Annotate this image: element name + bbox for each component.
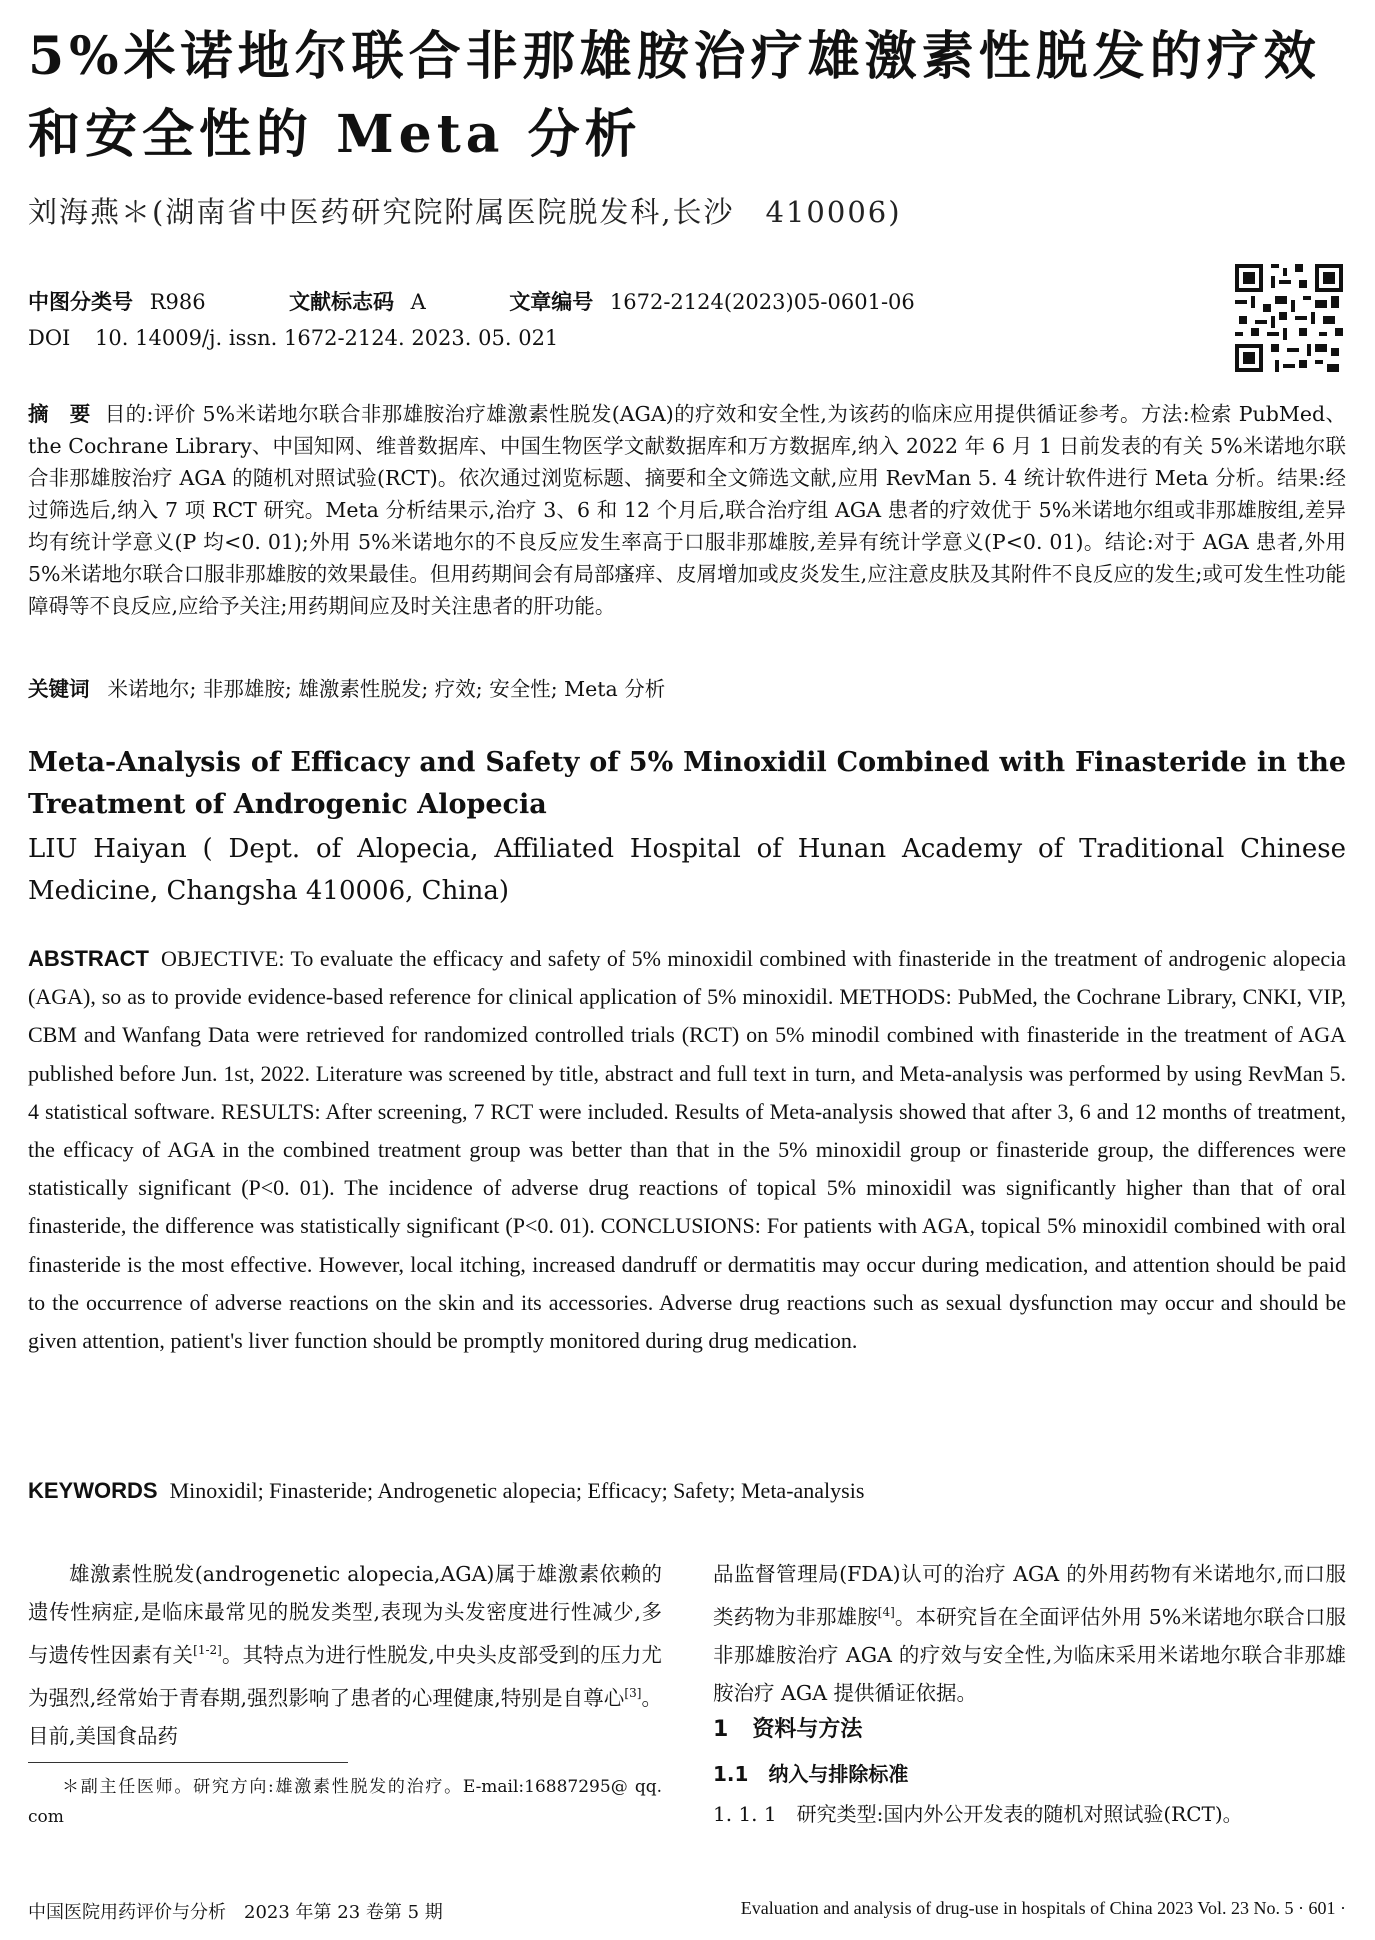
doi-line — [28, 326, 558, 350]
clc-label: 中图分类号 — [28, 290, 133, 314]
section-1-1-1-number: 1. 1. 1 — [713, 1802, 777, 1826]
keywords-en-label: KEYWORDS — [28, 1478, 158, 1503]
doi-label: DOI — [28, 326, 71, 350]
section-1-1-title: 纳入与排除标准 — [768, 1762, 909, 1786]
doi-value: 10. 14009/j. issn. 1672-2124. 2023. 05. 021 — [95, 326, 559, 350]
author-affiliation-en: LIU Haiyan ( Dept. of Alopecia, Affiliated Hospital of Hunan Academy of Traditional Chinese Medicine, Changsha 410006, China) — [28, 834, 1346, 906]
citation-3[interactable]: [3] — [624, 1685, 642, 1700]
clc-value: R986 — [149, 290, 206, 314]
section-1-1-number: 1.1 — [713, 1762, 749, 1786]
body-left-column — [28, 1555, 662, 1755]
body-left-text-a: 雄激素性脱发(androgenetic alopecia,AGA)属于雄激素依赖的遗传性病症,是临床最常见的脱发类型,表现为头发密度进行性减少,多与遗传性因素有关 — [28, 1562, 662, 1667]
citation-1-2[interactable]: [1-2] — [193, 1643, 222, 1657]
abstract-cn — [28, 398, 1346, 622]
journal-footer-en: Evaluation and analysis of drug-use in hospitals of China 2023 Vol. 23 No. 5 · 601 · — [740, 1898, 1346, 1918]
author-footnote: ＊副主任医师。研究方向:雄激素性脱发的治疗。E-mail:16887295@ qq. com — [28, 1777, 662, 1827]
abstract-cn-text: 目的:评价 5%米诺地尔联合非那雄胺治疗雄激素性脱发(AGA)的疗效和安全性,为该药的临床应用提供循证参考。方法:检索 PubMed、the Cochrane Library、中国知网、维普数据库、中国生物医学文献数据库和万方数据库,纳入 2022 年 6 月 1 日前发表的有关 5%米诺地尔联合非那雄胺治疗 AGA 的随机对照试验(RCT)。依次通过浏览标题、摘要和全文筛选文献,应用 RevMan 5. 4 统计软件进行 Meta 分析。结果:经过筛选后,纳入 7 项 RCT 研究。Meta 分析结果示,治疗 3、6 和 12 个月后,联合治疗组 AGA 患者的疗效优于 5%米诺地尔组或非那雄胺组,差异均有统计学意义(P 均<0. 01);外用 5%米诺地尔的不良反应发生率高于口服非那雄胺,差异有统计学意义(P<0. 01)。结论:对于 AGA 患者,外用 5%米诺地尔联合口服非那雄胺的效果最佳。但用药期间会有局部瘙痒、皮屑增加或皮炎发生,应注意皮肤及其附件不良反应的发生;或可发生性功能障碍等不良反应,应给予关注;用药期间应及时关注患者的肝功能。 — [28, 402, 1347, 618]
abstract-en-label: ABSTRACT — [28, 946, 149, 971]
article-title-en: Meta-Analysis of Efficacy and Safety of 5% Minoxidil Combined with Finasteride in the Treatment of Androgenic Alopecia — [28, 747, 1346, 820]
doc-code-value: A — [410, 290, 426, 314]
body-right-column — [713, 1555, 1346, 1712]
citation-4[interactable]: [4] — [877, 1605, 895, 1619]
article-title: 5%米诺地尔联合非那雄胺治疗雄激素性脱发的疗效和安全性的 Meta 分析 — [28, 26, 1321, 165]
author-affiliation: 刘海燕＊(湖南省中医药研究院附属医院脱发科,长沙 410006) — [28, 195, 902, 229]
keywords-en — [28, 1478, 864, 1504]
article-no-label: 文章编号 — [509, 290, 594, 314]
keywords-cn-text: 米诺地尔; 非那雄胺; 雄激素性脱发; 疗效; 安全性; Meta 分析 — [107, 677, 666, 701]
section-heading-1-1-1 — [713, 1798, 1243, 1827]
body-right-text-b: 。本研究旨在全面评估外用 5%米诺地尔联合口服非那雄胺治疗 AGA 的疗效与安全性,为临床采用米诺地尔联合非那雄胺治疗 AGA 提供循证依据。 — [713, 1604, 1346, 1705]
keywords-en-text: Minoxidil; Finasteride; Androgenetic alopecia; Efficacy; Safety; Meta-analysis — [169, 1478, 865, 1503]
article-no-value: 1672-2124(2023)05-0601-06 — [609, 290, 915, 314]
section-1-1-1-text: 研究类型:国内外公开发表的随机对照试验(RCT)。 — [796, 1802, 1243, 1826]
body-right-text-a: 品监督管理局(FDA)认可的治疗 AGA 的外用药物有米诺地尔,而口服类药物为非那雄胺 — [713, 1562, 1346, 1629]
qr-code-icon — [1235, 264, 1343, 372]
keywords-cn — [28, 672, 665, 702]
section-heading-1-1 — [713, 1758, 908, 1787]
section-heading-1 — [713, 1712, 862, 1743]
classification-line — [28, 286, 925, 316]
doc-code-label: 文献标志码 — [288, 290, 394, 314]
section-1-title: 资料与方法 — [752, 1717, 863, 1742]
section-1-number: 1 — [713, 1717, 729, 1742]
body-left-text-c: 。目前,美国食品药 — [28, 1685, 662, 1748]
abstract-cn-label: 摘 要 — [28, 402, 91, 426]
abstract-en — [28, 940, 1346, 1360]
body-left-text-b: 。其特点为进行性脱发,中央头皮部受到的压力尤为强烈,经常始于青春期,强烈影响了患者的心理健康,特别是自尊心 — [28, 1642, 663, 1710]
footnote-divider — [28, 1762, 348, 1763]
journal-footer-cn: 中国医院用药评价与分析 2023 年第 23 卷第 5 期 — [28, 1902, 443, 1923]
keywords-cn-label: 关键词 — [28, 677, 90, 701]
abstract-en-text: OBJECTIVE: To evaluate the efficacy and safety of 5% minoxidil combined with finasteride in the treatment of androgenic alopecia (AGA), so as to provide evidence-based reference for clinical application of 5% minoxidil. METHODS: PubMed, the Cochrane Library, CNKI, VIP, CBM and Wanfang Data were retrieved for randomized controlled trials (RCT) on 5% minodil combined with finasteride in the treatment of AGA published before Jun. 1st, 2022. Literature was screened by title, abstract and full text in turn, and Meta-analysis was performed by using RevMan 5. 4 statistical software. RESULTS: After screening, 7 RCT were included. Results of Meta-analysis showed that after 3, 6 and 12 months of treatment, the efficacy of AGA in the combined treatment group was better than that in the 5% minoxidil group or finasteride group, the differences were statistically significant (P<0. 01). The incidence of adverse drug reactions of topical 5% minoxidil was significantly higher than that of oral finasteride, the difference was statistically significant (P<0. 01). CONCLUSIONS: For patients with AGA, topical 5% minoxidil combined with oral finasteride is the most effective. However, local itching, increased dandruff or dermatitis may occur during medication, and attention should be paid to the occurrence of adverse reactions on the skin and its accessories. Adverse drug reactions such as sexual dysfunction may occur and should be given attention, patient's liver function should be promptly monitored during drug medication. — [28, 946, 1346, 1354]
